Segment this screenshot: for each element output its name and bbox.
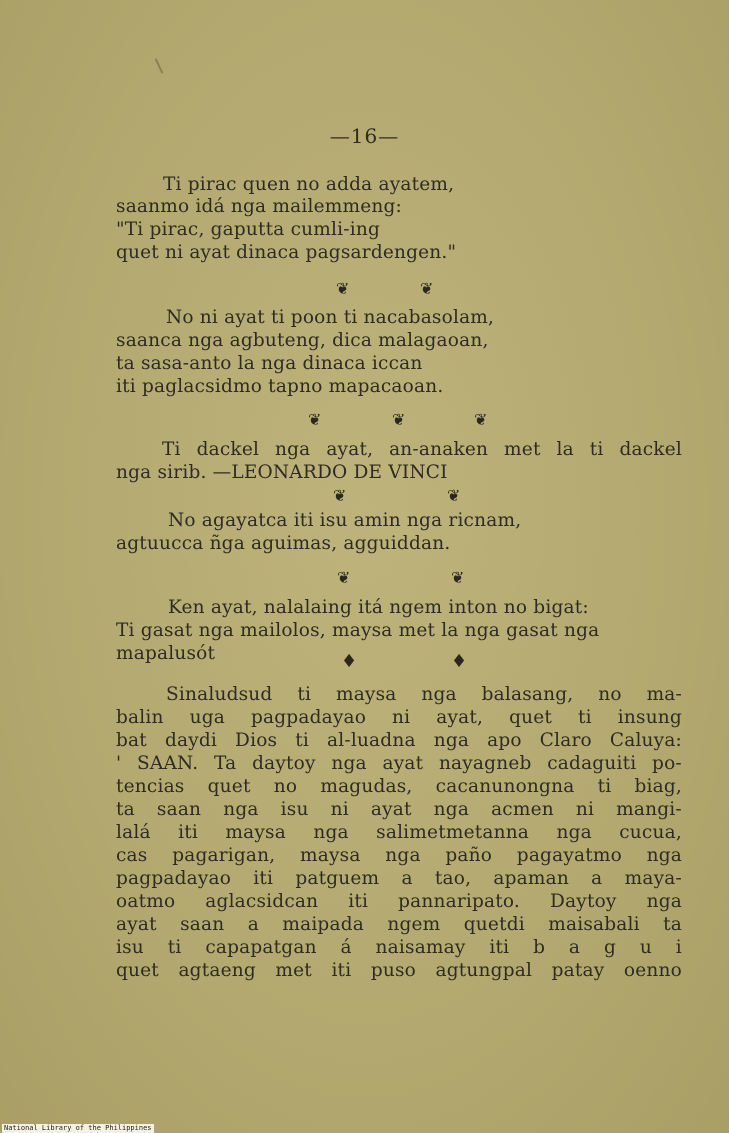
prose-line4: ' SAAN. Ta daytoy nga ayat nayagneb cadaguiti po- <box>116 753 682 774</box>
prose-line1: Sinaludsud ti maysa nga balasang, no ma- <box>166 684 682 705</box>
stanza1-line3: "Ti pirac, gaputta cumli-ing <box>116 219 380 240</box>
prose-line9: pagpadayao iti patguem a tao, apaman a maya- <box>116 868 682 889</box>
diamond-ornament: ♦ <box>341 651 358 672</box>
stanza3-line1: No agayatca iti isu amin nga ricnam, <box>168 510 522 531</box>
leaf-ornament: ❦ <box>420 279 434 298</box>
quote-line1: Ti dackel nga ayat, an-anaken met la ti dackel <box>162 439 682 460</box>
leaf-ornament: ❦ <box>451 568 465 587</box>
prose-line10: oatmo aglacsidcan iti pannaripato. Daytoy nga <box>116 891 682 912</box>
stanza2-line2: saanca nga agbuteng, dica malagaoan, <box>116 330 489 351</box>
stanza4-line1: Ken ayat, nalalaing itá ngem inton no bigat: <box>168 597 589 618</box>
page-number: —16— <box>329 124 400 148</box>
stanza4-line3: mapalusót <box>116 643 216 664</box>
leaf-ornament: ❦ <box>333 486 347 505</box>
prose-line7: lalá iti maysa nga salimetmetanna nga cucua, <box>116 822 682 843</box>
stanza2-line1: No ni ayat ti poon ti nacabasolam, <box>166 307 495 328</box>
leaf-ornament: ❦ <box>392 410 406 429</box>
stanza4-line2: Ti gasat nga mailolos, maysa met la nga gasat nga <box>116 620 600 641</box>
prose-line5: tencias quet no magudas, cacanunongna ti biag, <box>116 776 682 797</box>
stanza2-line3: ta sasa-anto la nga dinaca iccan <box>116 353 423 374</box>
leaf-ornament: ❦ <box>337 568 351 587</box>
stray-pen-mark <box>155 58 164 73</box>
quote-line2: nga sirib. —LEONARDO DE VINCI <box>116 462 448 483</box>
library-credit: National Library of the Philippines <box>4 1124 152 1132</box>
stanza2-line4: iti paglacsidmo tapno mapacaoan. <box>116 376 444 397</box>
prose-line11: ayat saan a maipada ngem quetdi maisabali ta <box>116 914 682 935</box>
leaf-ornament: ❦ <box>447 486 461 505</box>
stanza1-line4: quet ni ayat dinaca pagsardengen." <box>116 242 457 263</box>
prose-line13: quet agtaeng met iti puso agtungpal patay oenno <box>116 960 682 981</box>
stanza1-line2: saanmo idá nga mailemmeng: <box>116 196 402 217</box>
prose-line6: ta saan nga isu ni ayat nga acmen ni mangi- <box>116 799 682 820</box>
prose-line8: cas pagarigan, maysa nga paño pagayatmo nga <box>116 845 682 866</box>
prose-line2: balin uga pagpadayao ni ayat, quet ti insung <box>116 707 682 728</box>
prose-line3: bat daydi Dios ti al-luadna nga apo Claro Caluya: <box>116 730 682 751</box>
diamond-ornament: ♦ <box>451 651 468 672</box>
prose-line12: isu ti capapatgan á naisamay iti b a g u i <box>116 937 682 958</box>
leaf-ornament: ❦ <box>474 410 488 429</box>
stanza1-line1: Ti pirac quen no adda ayatem, <box>163 174 455 195</box>
stanza3-line2: agtuucca ñga aguimas, agguiddan. <box>116 533 451 554</box>
leaf-ornament: ❦ <box>336 279 350 298</box>
leaf-ornament: ❦ <box>308 410 322 429</box>
